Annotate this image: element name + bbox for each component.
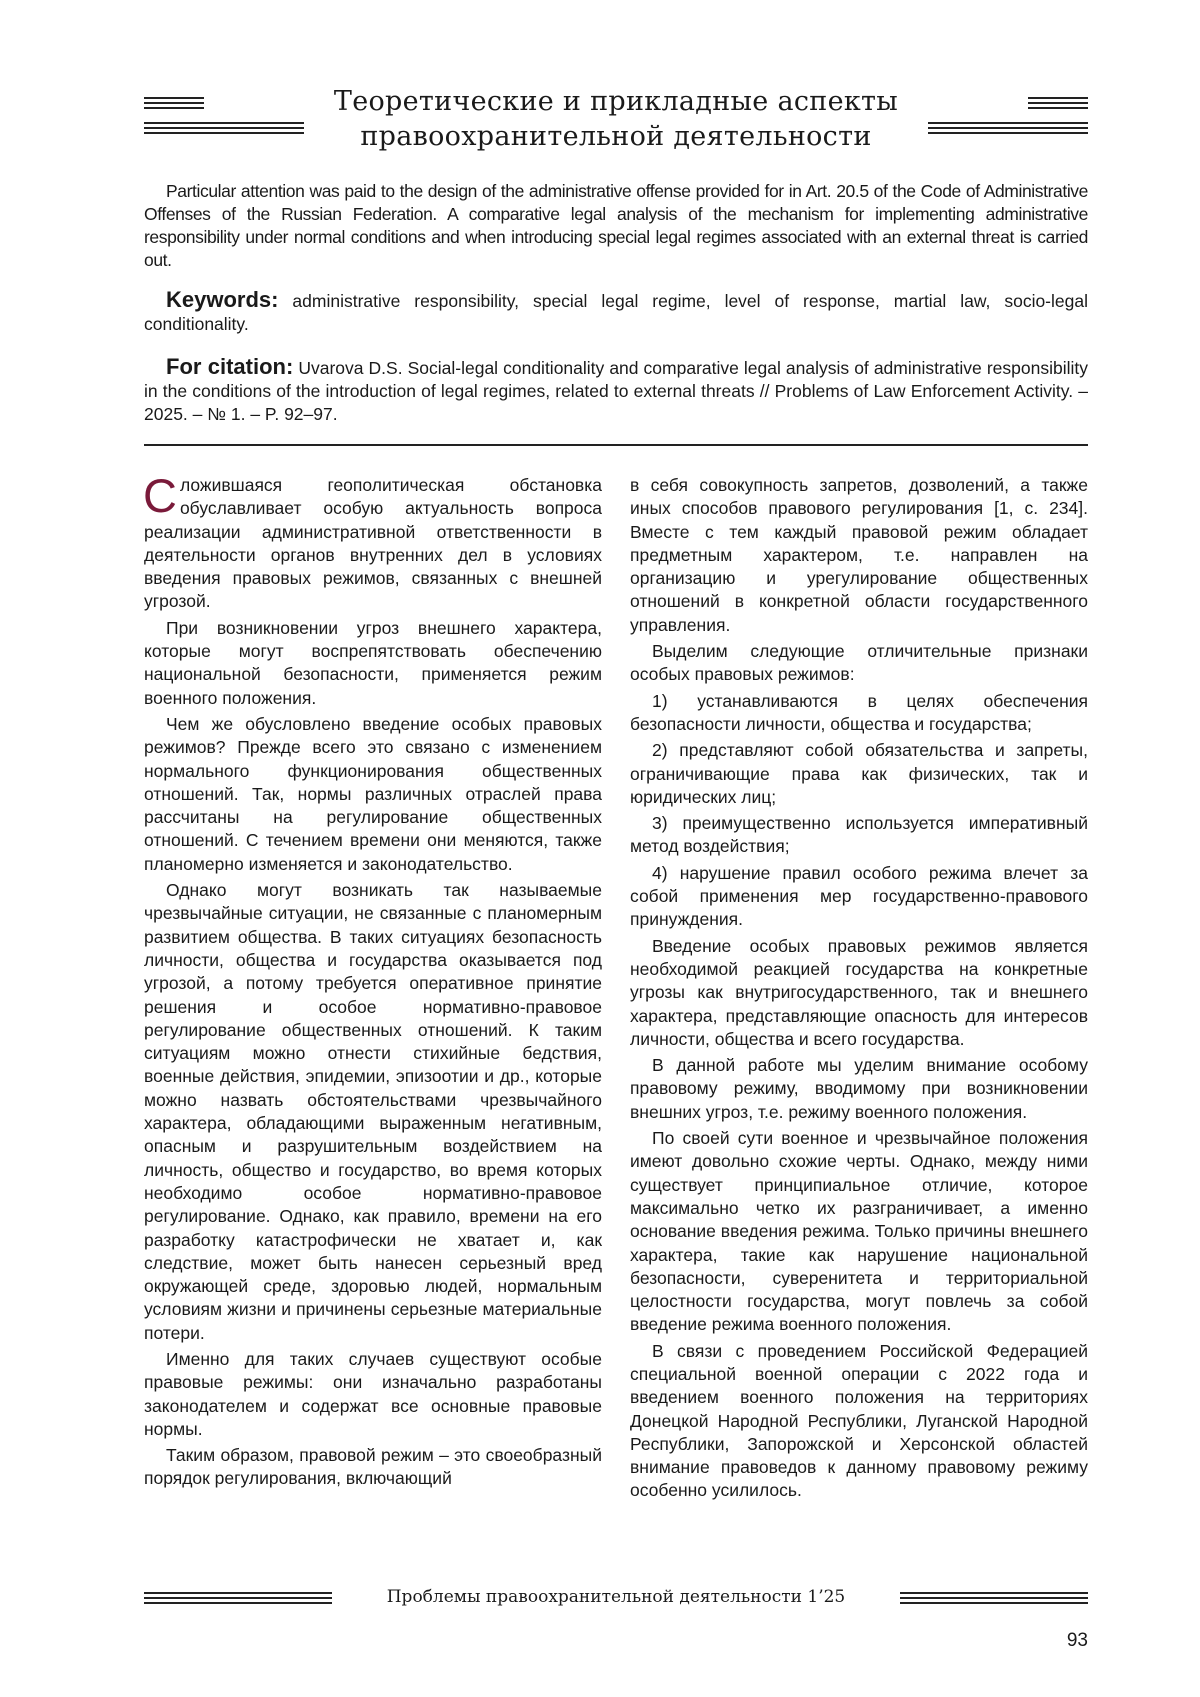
body-column-left xyxy=(143,469,602,1494)
section-title xyxy=(144,84,1088,154)
paragraph: 2) представляют собой обязательства и запреты, ограничивающие права как физических, так и юридических лиц; xyxy=(630,740,1088,807)
running-footer xyxy=(144,1585,1088,1609)
abstract-text: Particular attention was paid to the design of the administrative offense provided for in Art. 20.5 of the Code of Administrative Offenses of the Russian Federation. A comparative legal analysis of the mechanism for implementing administrative responsibility under normal conditions and when introducing special legal regimes associated with an external threat is carried out. xyxy=(144,181,1088,270)
paragraph: в себя совокупность запретов, дозволений, а также иных способов правового регулирования [1, с. 234]. Вместе с тем каждый правовой режим обладает предметным характером, т.е. направлен на организацию и урегулирование общественных отношений в конкретной области государственного управления. xyxy=(630,475,1088,635)
paragraph: Чем же обусловлено введение особых правовых режимов? Прежде всего это связано с изменением нормального функционирования общественных отношений. Так, нормы различных отраслей права рассчитаны на регулирование общественных отношений. С течением времени они меняются, также планомерно изменяется и законодательство. xyxy=(144,713,602,874)
paragraph: По своей сути военное и чрезвычайное положения имеют довольно схожие черты. Однако, между ними существует принципиальное отличие, которое максимально четко их разграничивает, а именно основание введения режима. Только причины внешнего характера, такие как нарушение национальной безопасности, суверенитета и территориальной целостности государства, могут повлечь за собой введение режима военного положения. xyxy=(630,1128,1088,1335)
paragraph-text: ложившаяся геополитическая обстановка обуславливает особую актуальность вопроса реализации административной ответственности в деятельности органов внутренних дел в условиях введения правовых режимов, связанных с внешней угрозой. xyxy=(144,475,602,612)
keywords xyxy=(144,288,1088,336)
paragraph: При возникновении угроз внешнего характера, которые могут воспрепятствовать обеспечению национальной безопасности, применяется режим военного положения. xyxy=(144,617,602,708)
separator-rule xyxy=(144,444,1088,446)
paragraph: Выделим следующие отличительные признаки особых правовых режимов: xyxy=(630,641,1088,685)
section-header xyxy=(144,84,1088,154)
paragraph: 1) устанавливаются в целях обеспечения безопасности личности, общества и государства; xyxy=(630,690,1088,734)
citation xyxy=(144,355,1088,426)
page-number: 93 xyxy=(1066,1630,1088,1651)
footer-rule-left xyxy=(144,1592,332,1607)
paragraph: Введение особых правовых режимов является необходимой реакцией государства на конкретные угрозы как внутригосударственного, так и внешнего характера, представляющие опасность для интересов личности, общества и всего государства. xyxy=(630,935,1088,1049)
paragraph: Однако могут возникать так называемые чрезвычайные ситуации, не связанные с планомерным развитием общества. В таких ситуациях безопасность личности, общества и государства оказывается под угрозой, а потому требуется оперативное принятие решения и особое нормативно-правовое регулирование общественных отношений. К таким ситуациям можно отнести стихийные бедствия, военные действия, эпидемии, эпизоотии и др., которые можно назвать обстоятельствами чрезвычайного характера, обладающими выраженным негативным, опасным и разрушительным воздействием на личность, общество и государство, во время которых необходимо особое нормативно-правовое регулирование. Однако, как правило, времени на его разработку катастрофически не хватает и, как следствие, может быть нанесен серьезный вред окружающей среде, здоровью людей, нормальным условиям жизни и причинены серьезные материальные потери. xyxy=(144,880,602,1343)
section-title-line2: правоохранительной деятельности xyxy=(360,121,872,152)
paragraph: Таким образом, правовой режим – это своеобразный порядок регулирования, включающий xyxy=(144,1445,602,1489)
paragraph: В связи с проведением Российской Федерацией специальной военной операции с 2022 года и введением военного положения на территориях Донецкой Народной Республики, Луганской Народной Республики, Запорожской и Херсонской областей внимание правоведов к данному правовому режиму особенно усилилось. xyxy=(630,1340,1088,1501)
paragraph xyxy=(143,469,602,614)
keywords-label: Keywords: xyxy=(166,287,279,312)
section-title-line1: Теоретические и прикладные аспекты xyxy=(333,86,899,117)
citation-label: For citation: xyxy=(166,354,294,379)
paragraph: В данной работе мы уделим внимание особому правовому режиму, вводимому при возникновении внешних угроз, т.е. режиму военного положения. xyxy=(630,1055,1088,1122)
citation-text: Uvarova D.S. Social-legal conditionality and comparative legal analysis of administrative responsibility in the conditions of the introduction of legal regimes, related to external threats // Problems of Law Enforcement Activity. – 2025. – № 1. – P. 92–97. xyxy=(144,358,1088,424)
paragraph: Именно для таких случаев существуют особые правовые режимы: они изначально разработаны законодателем и содержат все основные правовые нормы. xyxy=(144,1348,602,1439)
keywords-text: administrative responsibility, special legal regime, level of response, martial law, socio-legal conditionality. xyxy=(144,291,1088,334)
body-column-right xyxy=(630,474,1088,1506)
paragraph: 3) преимущественно используется императивный метод воздействия; xyxy=(630,813,1088,857)
footer-rule-right xyxy=(900,1592,1088,1607)
paragraph: 4) нарушение правил особого режима влечет за собой применения мер государственно-правового принуждения. xyxy=(630,862,1088,930)
drop-cap: С xyxy=(143,469,177,522)
journal-name: Проблемы правоохранительной деятельности 1’25 xyxy=(386,1587,846,1607)
abstract xyxy=(144,180,1088,272)
